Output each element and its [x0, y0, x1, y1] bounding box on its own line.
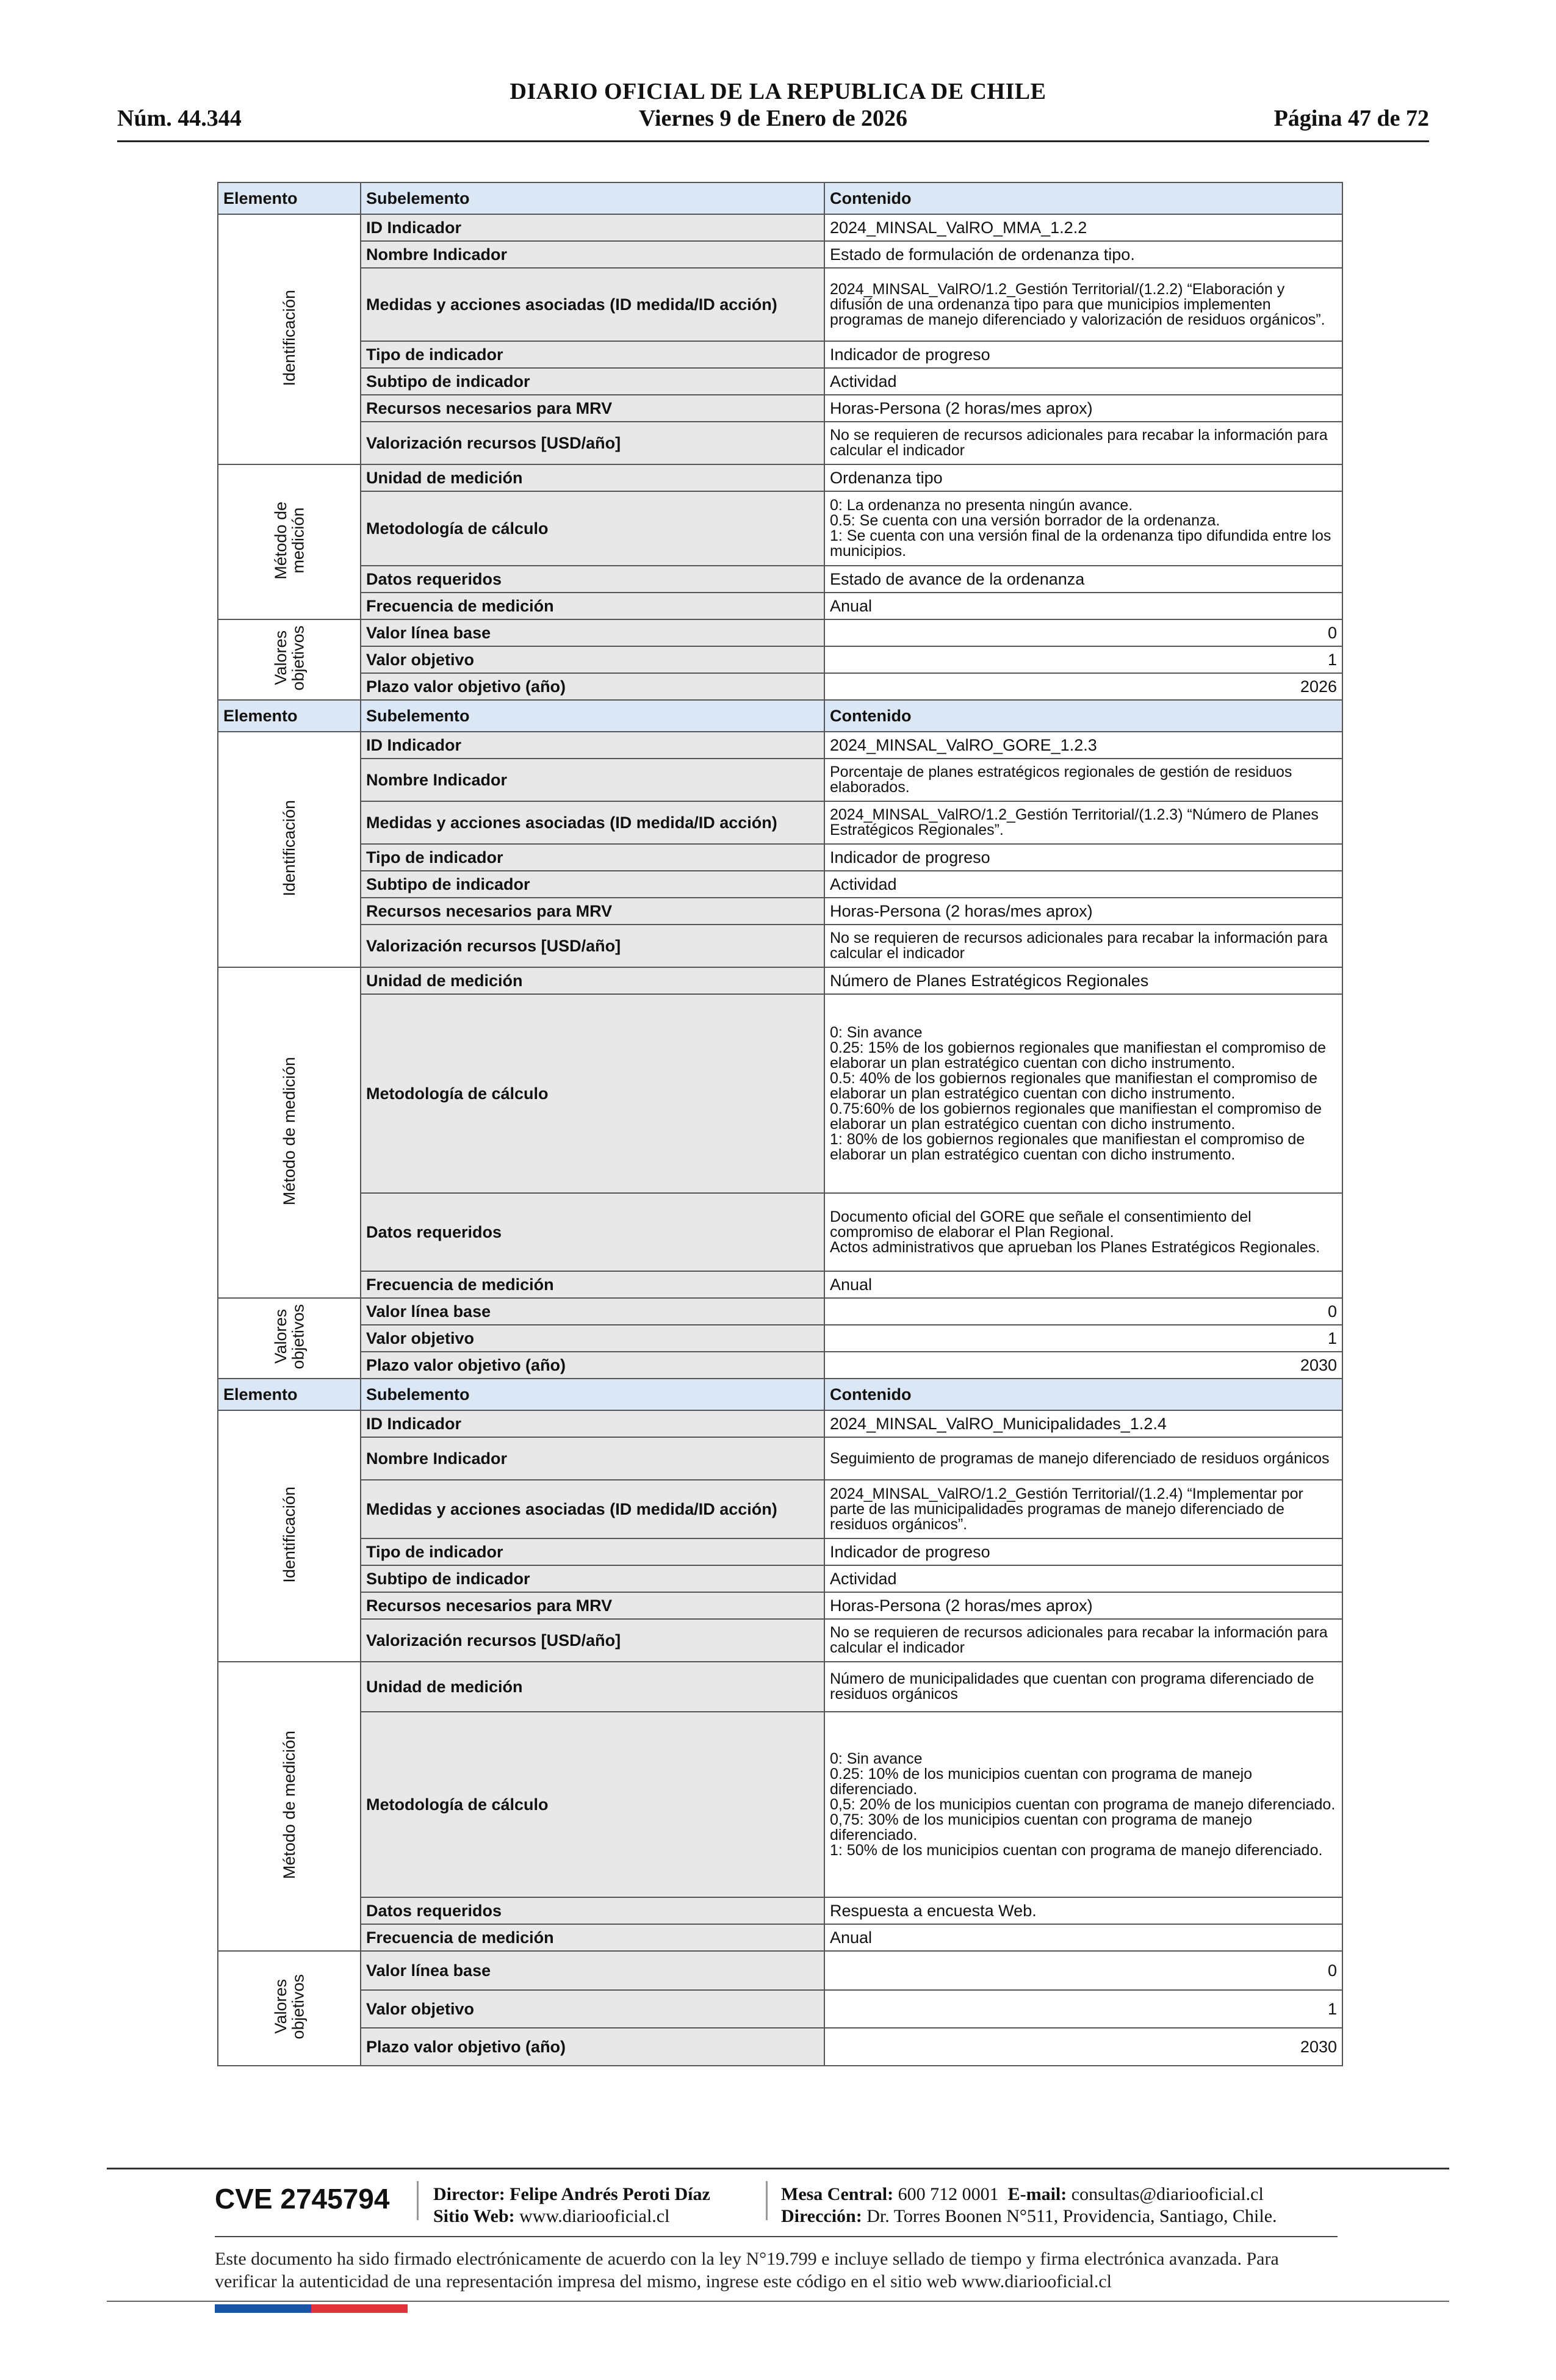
table-row — [218, 593, 1342, 619]
address-value: Dr. Torres Boonen N°511, Providencia, Santiago, Chile. — [866, 2206, 1277, 2226]
group-identificacion — [218, 1410, 361, 1662]
row-label: Valor objetivo — [361, 646, 824, 673]
web-link[interactable]: www.diariooficial.cl — [519, 2206, 670, 2226]
row-label: Tipo de indicador — [361, 844, 824, 871]
table-row — [218, 759, 1342, 801]
footer-rule-bottom — [107, 2301, 1449, 2302]
header-elemento: Elemento — [218, 1379, 361, 1410]
row-value: 0: Sin avance 0.25: 10% de los municipios cuentan con programa de manejo diferenciado. 0,5: 20% de los municipios cuentan con programa de manejo diferenciado. 0,75: 30% de los municipios cuentan con programa de manejo diferenciado. 1: 50% de los municipios cuentan con programa de manejo diferenciado. — [824, 1712, 1342, 1897]
header-rule — [117, 140, 1429, 142]
row-label: Medidas y acciones asociadas (ID medida/ID acción) — [361, 1480, 824, 1538]
table-row — [218, 1662, 1342, 1712]
table-row — [218, 1325, 1342, 1352]
row-value: No se requieren de recursos adicionales para recabar la información para calcular el indicador — [824, 1619, 1342, 1662]
row-value: 0: Sin avance 0.25: 15% de los gobiernos regionales que manifiestan el compromiso de elaborar un plan estratégico cuentan con dicho instrumento. 0.5: 40% de los gobiernos regionales que manifiestan el compromiso de elaborar un plan estratégico cuentan con dicho instrumento. 0.75:60% de los gobiernos regionales que manifiestan el compromiso de elaborar un plan estratégico cuentan con dicho instrumento. 1: 80% de los gobiernos regionales que manifiestan el compromiso de elaborar un plan estratégico cuentan con dicho instrumento. — [824, 994, 1342, 1193]
table-row — [218, 1712, 1342, 1897]
table-row — [218, 1410, 1342, 1437]
table-row — [218, 341, 1342, 368]
row-value: 1 — [824, 646, 1342, 673]
row-label: Nombre Indicador — [361, 759, 824, 801]
row-value: Actividad — [824, 368, 1342, 395]
row-value: Anual — [824, 593, 1342, 619]
table-row — [218, 1352, 1342, 1379]
row-label: Valorización recursos [USD/año] — [361, 925, 824, 967]
table-row — [218, 1924, 1342, 1951]
indicator-table — [217, 182, 1343, 2066]
table-row — [218, 1298, 1342, 1325]
director-label: Director: — [433, 2184, 505, 2204]
table-row — [218, 566, 1342, 593]
table-row — [218, 1480, 1342, 1538]
table-row — [218, 1990, 1342, 2028]
newspaper-title: DIARIO OFICIAL DE LA REPUBLICA DE CHILE — [510, 79, 1046, 104]
table-header-row — [218, 1379, 1342, 1410]
table-row — [218, 1437, 1342, 1480]
row-label: Valor línea base — [361, 1298, 824, 1325]
header-subelemento: Subelemento — [361, 1379, 824, 1410]
table-row — [218, 1897, 1342, 1924]
group-label: Método de medición — [271, 501, 307, 580]
row-label: Unidad de medición — [361, 464, 824, 491]
row-label: Metodología de cálculo — [361, 491, 824, 566]
row-value: Anual — [824, 1924, 1342, 1951]
table-row — [218, 898, 1342, 925]
row-value: 0: La ordenanza no presenta ningún avance. 0.5: Se cuenta con una versión borrador de la ordenanza. 1: Se cuenta con una versión final de la ordenanza tipo difundida entre los municipios. — [824, 491, 1342, 566]
table-row — [218, 994, 1342, 1193]
table-row — [218, 1538, 1342, 1565]
row-label: Valor objetivo — [361, 1990, 824, 2028]
group-label: Valores objetivos — [271, 1304, 307, 1369]
footer-rule-middle — [215, 2236, 1338, 2237]
header-contenido: Contenido — [824, 182, 1342, 214]
row-label: Medidas y acciones asociadas (ID medida/ID acción) — [361, 801, 824, 844]
footer-rule-top — [107, 2168, 1449, 2169]
row-value: Número de municipalidades que cuentan con programa diferenciado de residuos orgánicos — [824, 1662, 1342, 1712]
row-value: No se requieren de recursos adicionales para recabar la información para calcular el indicador — [824, 422, 1342, 464]
table-row — [218, 732, 1342, 759]
group-label: Valores objetivos — [271, 1974, 307, 2039]
header-subelemento: Subelemento — [361, 700, 824, 732]
row-value: Ordenanza tipo — [824, 464, 1342, 491]
row-label: Datos requeridos — [361, 566, 824, 593]
row-label: Plazo valor objetivo (año) — [361, 673, 824, 700]
header-elemento: Elemento — [218, 182, 361, 214]
table-header-row — [218, 182, 1342, 214]
row-value: Horas-Persona (2 horas/mes aprox) — [824, 898, 1342, 925]
group-label: Identificación — [279, 799, 298, 896]
group-valores — [218, 1951, 361, 2066]
row-label: Unidad de medición — [361, 967, 824, 994]
row-value: Estado de formulación de ordenanza tipo. — [824, 241, 1342, 268]
issue-number: Núm. 44.344 — [117, 106, 242, 131]
footer-contact-block — [781, 2183, 1277, 2227]
row-value: 0 — [824, 1298, 1342, 1325]
table-row — [218, 844, 1342, 871]
row-label: Recursos necesarios para MRV — [361, 1592, 824, 1619]
row-label: Plazo valor objetivo (año) — [361, 1352, 824, 1379]
table-row — [218, 925, 1342, 967]
row-label: Recursos necesarios para MRV — [361, 395, 824, 422]
row-value: Porcentaje de planes estratégicos regionales de gestión de residuos elaborados. — [824, 759, 1342, 801]
group-label: Identificación — [279, 1486, 298, 1583]
group-identificacion — [218, 732, 361, 967]
row-label: ID Indicador — [361, 732, 824, 759]
footer-director-block — [433, 2183, 710, 2227]
row-value: Indicador de progreso — [824, 1538, 1342, 1565]
row-value: Indicador de progreso — [824, 844, 1342, 871]
flag-blue-stripe — [215, 2304, 311, 2313]
email-link[interactable]: consultas@diariooficial.cl — [1071, 2184, 1264, 2204]
director-name: Felipe Andrés Peroti Díaz — [510, 2184, 710, 2204]
table-row — [218, 801, 1342, 844]
address-label: Dirección: — [781, 2206, 862, 2226]
table-row — [218, 1619, 1342, 1662]
flag-red-stripe — [311, 2304, 408, 2313]
row-value: Anual — [824, 1271, 1342, 1298]
group-label: Método de medición — [279, 1730, 298, 1880]
row-value: 2024_MINSAL_ValRO/1.2_Gestión Territorial/(1.2.3) “Número de Planes Estratégicos Regionales”. — [824, 801, 1342, 844]
header-contenido: Contenido — [824, 1379, 1342, 1410]
group-valores — [218, 619, 361, 700]
row-value: 2024_MINSAL_ValRO_Municipalidades_1.2.4 — [824, 1410, 1342, 1437]
table-row — [218, 1951, 1342, 1990]
group-metodo — [218, 464, 361, 619]
row-value: 2024_MINSAL_ValRO/1.2_Gestión Territorial/(1.2.4) “Implementar por parte de las municipalidades programas de manejo diferenciado de residuos orgánicos”. — [824, 1480, 1342, 1538]
indicator-table-wrapper — [217, 182, 1342, 2066]
table-header-row — [218, 700, 1342, 732]
row-value: 2030 — [824, 1352, 1342, 1379]
legal-notice: Este documento ha sido firmado electrónicamente de acuerdo con la ley N°19.799 e incluye sellado de tiempo y firma electrónica avanzada. Para verificar la autenticidad de una representación impresa del mismo, ingrese este código en el sitio web www.diariooficial.cl — [215, 2249, 1279, 2292]
row-label: Datos requeridos — [361, 1193, 824, 1271]
row-label: Tipo de indicador — [361, 341, 824, 368]
row-label: Metodología de cálculo — [361, 994, 824, 1193]
row-value: 2024_MINSAL_ValRO_MMA_1.2.2 — [824, 214, 1342, 241]
table-row — [218, 368, 1342, 395]
row-value: Horas-Persona (2 horas/mes aprox) — [824, 395, 1342, 422]
header-contenido: Contenido — [824, 700, 1342, 732]
group-metodo — [218, 1662, 361, 1951]
row-label: Valor objetivo — [361, 1325, 824, 1352]
row-value: 2024_MINSAL_ValRO_GORE_1.2.3 — [824, 732, 1342, 759]
row-value: 2030 — [824, 2028, 1342, 2066]
page-number: Página 47 de 72 — [1273, 106, 1429, 131]
row-label: Medidas y acciones asociadas (ID medida/ID acción) — [361, 268, 824, 341]
row-label: Valor línea base — [361, 1951, 824, 1990]
row-value: 0 — [824, 619, 1342, 646]
email-label: E-mail: — [1007, 2184, 1067, 2204]
row-label: Valor línea base — [361, 619, 824, 646]
issue-date: Viernes 9 de Enero de 2026 — [638, 106, 908, 131]
row-value: Estado de avance de la ordenanza — [824, 566, 1342, 593]
row-value: 2024_MINSAL_ValRO/1.2_Gestión Territorial/(1.2.2) “Elaboración y difusión de una ordenanza tipo para que municipios implementen programas de manejo diferenciado y valorización de residuos orgánicos”. — [824, 268, 1342, 341]
table-row — [218, 2028, 1342, 2066]
table-row — [218, 1193, 1342, 1271]
row-label: Subtipo de indicador — [361, 1565, 824, 1592]
page-header — [0, 0, 1556, 146]
table-row — [218, 871, 1342, 898]
table-row — [218, 1565, 1342, 1592]
row-value: Respuesta a encuesta Web. — [824, 1897, 1342, 1924]
phone-label: Mesa Central: — [781, 2184, 894, 2204]
web-label: Sitio Web: — [433, 2206, 515, 2226]
row-label: Tipo de indicador — [361, 1538, 824, 1565]
row-value: Horas-Persona (2 horas/mes aprox) — [824, 1592, 1342, 1619]
row-value: 2026 — [824, 673, 1342, 700]
phone-value: 600 712 0001 — [898, 2184, 999, 2204]
group-valores — [218, 1298, 361, 1379]
table-row — [218, 214, 1342, 241]
row-label: ID Indicador — [361, 214, 824, 241]
row-label: Valorización recursos [USD/año] — [361, 1619, 824, 1662]
table-row — [218, 1271, 1342, 1298]
group-label: Identificación — [279, 289, 298, 386]
table-row — [218, 646, 1342, 673]
header-elemento: Elemento — [218, 700, 361, 732]
row-label: Unidad de medición — [361, 1662, 824, 1712]
row-label: Nombre Indicador — [361, 241, 824, 268]
row-value: 1 — [824, 1990, 1342, 2028]
row-label: Subtipo de indicador — [361, 871, 824, 898]
table-row — [218, 967, 1342, 994]
table-row — [218, 268, 1342, 341]
table-row — [218, 395, 1342, 422]
group-identificacion — [218, 214, 361, 464]
row-value: 0 — [824, 1951, 1342, 1990]
row-label: Subtipo de indicador — [361, 368, 824, 395]
row-label: ID Indicador — [361, 1410, 824, 1437]
row-label: Datos requeridos — [361, 1897, 824, 1924]
table-row — [218, 491, 1342, 566]
group-label: Método de medición — [279, 1056, 298, 1206]
row-label: Frecuencia de medición — [361, 1271, 824, 1298]
footer-divider — [417, 2181, 419, 2220]
header-meta-row — [117, 105, 1429, 134]
table-row — [218, 1592, 1342, 1619]
table-row — [218, 619, 1342, 646]
header-subelemento: Subelemento — [361, 182, 824, 214]
row-value: Indicador de progreso — [824, 341, 1342, 368]
footer-divider — [766, 2181, 768, 2220]
row-label: Frecuencia de medición — [361, 593, 824, 619]
group-label: Valores objetivos — [271, 626, 307, 691]
table-row — [218, 422, 1342, 464]
row-value: Actividad — [824, 1565, 1342, 1592]
table-row — [218, 241, 1342, 268]
row-value: Número de Planes Estratégicos Regionales — [824, 967, 1342, 994]
row-value: No se requieren de recursos adicionales para recabar la información para calcular el indicador — [824, 925, 1342, 967]
row-label: Frecuencia de medición — [361, 1924, 824, 1951]
cve-code: CVE 2745794 — [215, 2183, 390, 2215]
row-value: Actividad — [824, 871, 1342, 898]
row-label: Plazo valor objetivo (año) — [361, 2028, 824, 2066]
row-label: Nombre Indicador — [361, 1437, 824, 1480]
row-value: 1 — [824, 1325, 1342, 1352]
table-row — [218, 673, 1342, 700]
row-label: Recursos necesarios para MRV — [361, 898, 824, 925]
row-value: Seguimiento de programas de manejo diferenciado de residuos orgánicos — [824, 1437, 1342, 1480]
row-label: Metodología de cálculo — [361, 1712, 824, 1897]
table-row — [218, 464, 1342, 491]
row-value: Documento oficial del GORE que señale el consentimiento del compromiso de elaborar el Plan Regional. Actos administrativos que aprueban los Planes Estratégicos Regionales. — [824, 1193, 1342, 1271]
row-label: Valorización recursos [USD/año] — [361, 422, 824, 464]
group-metodo — [218, 967, 361, 1298]
